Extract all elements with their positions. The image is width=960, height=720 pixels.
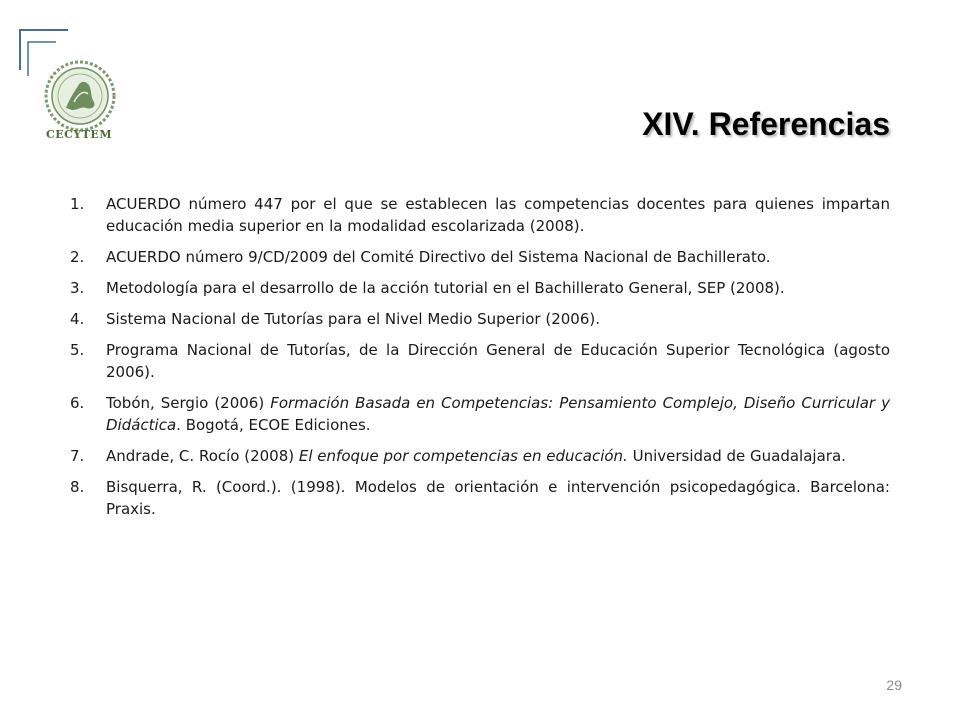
reference-text-part: Tobón, Sergio (2006): [106, 394, 271, 412]
reference-text: [106, 339, 890, 383]
reference-text-part: Universidad de Guadalajara.: [627, 447, 846, 465]
reference-number: 8.: [70, 478, 85, 496]
reference-item: [70, 339, 890, 383]
reference-text: [106, 246, 890, 268]
reference-item: [70, 476, 890, 520]
reference-item: [70, 246, 890, 268]
reference-title-italic: El enfoque por competencias en educación.: [298, 447, 628, 465]
reference-number: 1.: [70, 195, 85, 213]
reference-text: [106, 277, 890, 299]
reference-item: [70, 277, 890, 299]
reference-text-part: Sistema Nacional de Tutorías para el Nivel Medio Superior (2006).: [106, 310, 601, 328]
reference-item: [70, 392, 890, 436]
reference-list: [70, 193, 890, 529]
reference-text: [106, 476, 890, 520]
reference-item: [70, 193, 890, 237]
reference-item: [70, 308, 890, 330]
reference-number: 3.: [70, 279, 85, 297]
reference-text-part: . Bogotá, ECOE Ediciones.: [176, 416, 371, 434]
reference-text: [106, 445, 890, 467]
reference-text-part: Andrade, C. Rocío (2008): [106, 447, 299, 465]
reference-text: [106, 392, 890, 436]
reference-number: 7.: [70, 447, 85, 465]
reference-text-part: Metodología para el desarrollo de la acción tutorial en el Bachillerato General, SEP (2008).: [106, 279, 785, 297]
logo-text: CECYTEM: [46, 128, 112, 141]
reference-text-part: Bisquerra, R. (Coord.). (1998). Modelos de orientación e intervención psicopedagógica. Barcelona: Praxis.: [106, 478, 890, 518]
reference-title-italic: Formación Basada en Competencias: Pensamiento Complejo, Diseño Curricular y Didáctica: [106, 394, 890, 434]
reference-text-part: ACUERDO número 447 por el que se establecen las competencias docentes para quienes impartan educación media superior en la modalidad escolarizada (2008).: [106, 195, 890, 235]
reference-item: [70, 445, 890, 467]
reference-number: 5.: [70, 341, 85, 359]
reference-text: [106, 308, 890, 330]
slide-title: XIV. Referencias: [642, 106, 890, 142]
reference-number: 2.: [70, 248, 85, 266]
reference-text: [106, 193, 890, 237]
reference-number: 4.: [70, 310, 85, 328]
page-number: 29: [886, 677, 902, 693]
reference-text-part: Programa Nacional de Tutorías, de la Dirección General de Educación Superior Tecnológica (agosto 2006).: [106, 341, 890, 381]
reference-text-part: ACUERDO número 9/CD/2009 del Comité Directivo del Sistema Nacional de Bachillerato.: [106, 248, 771, 266]
reference-number: 6.: [70, 394, 85, 412]
